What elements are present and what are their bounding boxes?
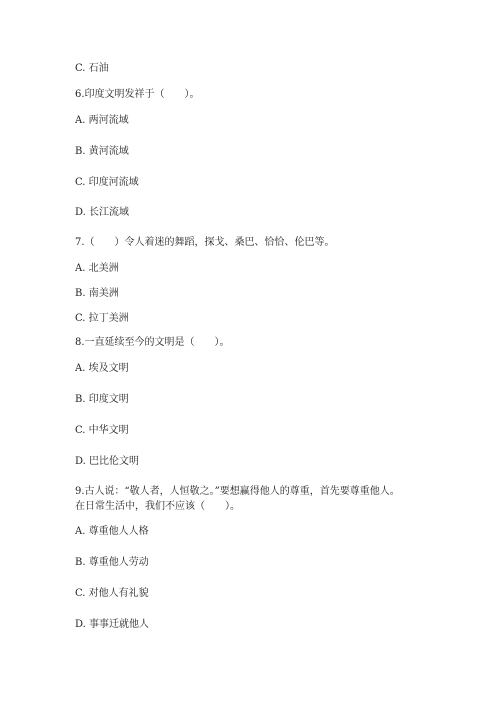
option-text: B. 印度文明	[75, 394, 129, 405]
question-text: 6.印度文明发祥于（ ）。	[75, 89, 200, 100]
option-text: C. 印度河流域	[75, 177, 139, 188]
question-text: 8.一直延续至今的文明是（ ）。	[75, 337, 230, 348]
question-text-continued: 在日常生活中，我们不应该（ ）。	[75, 501, 240, 512]
option-text: C. 石油	[75, 63, 109, 74]
option-text: B. 黄河流域	[75, 146, 129, 157]
question-text: 7.（ ）令人着迷的舞蹈，探戈、桑巴、恰恰、伦巴等。	[75, 237, 335, 248]
question-text: 9.古人说：“敬人者，人恒敬之。”要想赢得他人的尊重，首先要尊重他人。	[75, 486, 400, 497]
option-text: A. 两河流域	[75, 115, 129, 126]
option-text: D. 巴比伦文明	[75, 456, 140, 467]
option-text: C. 拉丁美洲	[75, 313, 129, 324]
option-text: A. 北美洲	[75, 263, 119, 274]
option-text: A. 尊重他人人格	[75, 526, 149, 537]
option-text: A. 埃及文明	[75, 363, 129, 374]
option-text: D. 长江流域	[75, 207, 130, 218]
option-text: B. 南美洲	[75, 288, 119, 299]
option-text: D. 事事迁就他人	[75, 619, 150, 630]
option-text: C. 对他人有礼貌	[75, 588, 149, 599]
option-text: B. 尊重他人劳动	[75, 557, 149, 568]
option-text: C. 中华文明	[75, 425, 129, 436]
